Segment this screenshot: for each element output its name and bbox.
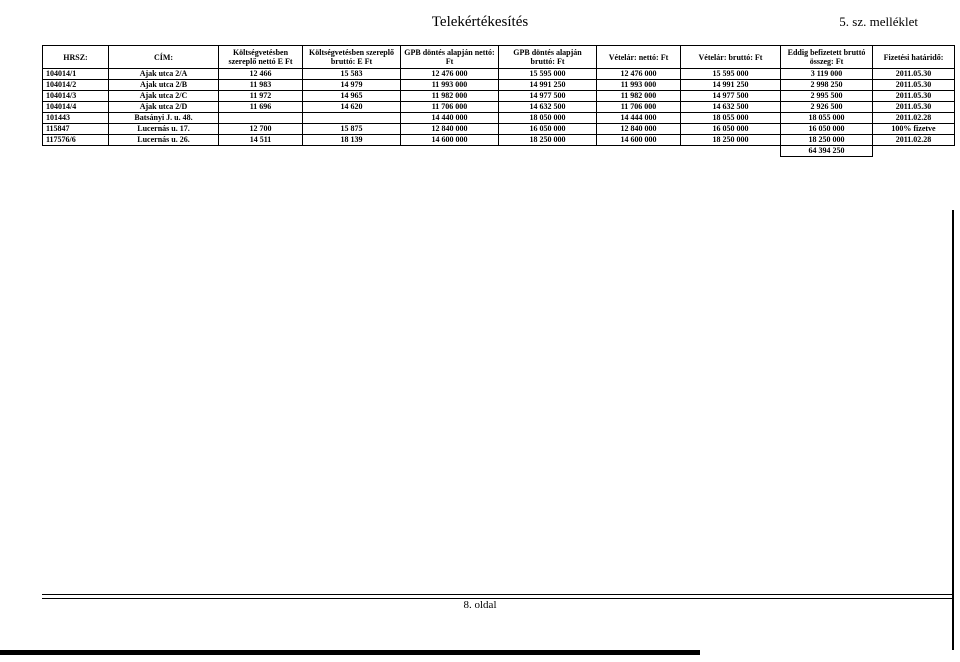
price-net-cell: 14 600 000 <box>597 135 681 146</box>
gpb-gross-cell: 18 250 000 <box>499 135 597 146</box>
hrsz-cell: 117576/6 <box>43 135 109 146</box>
column-header: HRSZ: <box>43 46 109 69</box>
budget-gross-cell: 14 979 <box>303 80 401 91</box>
annex-label: 5. sz. melléklet <box>839 14 918 29</box>
price-net-cell: 14 444 000 <box>597 113 681 124</box>
budget-net-cell: 11 972 <box>219 91 303 102</box>
hrsz-cell: 104014/1 <box>43 69 109 80</box>
price-net-cell: 12 476 000 <box>597 69 681 80</box>
column-header: Költségvetésben szereplő bruttó: E Ft <box>303 46 401 69</box>
table-row <box>43 69 955 80</box>
address-cell: Ajak utca 2/C <box>109 91 219 102</box>
column-header: Vételár: bruttó: Ft <box>681 46 781 69</box>
hrsz-cell: 115847 <box>43 124 109 135</box>
address-cell: Ajak utca 2/D <box>109 102 219 113</box>
column-header: Vételár: nettó: Ft <box>597 46 681 69</box>
gpb-net-cell: 12 840 000 <box>401 124 499 135</box>
paid-cell: 2 998 250 <box>781 80 873 91</box>
header-row <box>43 46 955 69</box>
hrsz-cell: 104014/2 <box>43 80 109 91</box>
column-header: Költségvetésben szereplő nettó E Ft <box>219 46 303 69</box>
hrsz-cell: 104014/4 <box>43 102 109 113</box>
paid-cell: 16 050 000 <box>781 124 873 135</box>
column-header: CÍM: <box>109 46 219 69</box>
address-cell: Batsányi J. u. 48. <box>109 113 219 124</box>
gpb-gross-cell: 15 595 000 <box>499 69 597 80</box>
paid-cell: 18 250 000 <box>781 135 873 146</box>
deadline-cell: 2011.05.30 <box>873 102 955 113</box>
paid-cell: 3 119 000 <box>781 69 873 80</box>
gpb-net-cell: 11 993 000 <box>401 80 499 91</box>
deadline-cell: 2011.05.30 <box>873 69 955 80</box>
address-cell: Lucernás u. 17. <box>109 124 219 135</box>
price-gross-cell: 16 050 000 <box>681 124 781 135</box>
price-gross-cell: 14 632 500 <box>681 102 781 113</box>
price-net-cell: 12 840 000 <box>597 124 681 135</box>
budget-gross-cell <box>303 113 401 124</box>
address-cell: Ajak utca 2/A <box>109 69 219 80</box>
deadline-cell: 100% fizetve <box>873 124 955 135</box>
total-row <box>43 146 955 157</box>
table-row <box>43 135 955 146</box>
budget-net-cell: 12 466 <box>219 69 303 80</box>
budget-gross-cell: 15 583 <box>303 69 401 80</box>
budget-gross-cell: 14 620 <box>303 102 401 113</box>
deadline-cell: 2011.02.28 <box>873 113 955 124</box>
gpb-net-cell: 11 706 000 <box>401 102 499 113</box>
paid-cell: 2 995 500 <box>781 91 873 102</box>
table-row <box>43 102 955 113</box>
budget-net-cell: 11 983 <box>219 80 303 91</box>
column-header: Fizetési határidő: <box>873 46 955 69</box>
gpb-gross-cell: 18 050 000 <box>499 113 597 124</box>
gpb-gross-cell: 16 050 000 <box>499 124 597 135</box>
column-header: GPB döntés alapján nettó: Ft <box>401 46 499 69</box>
page-number: 8. oldal <box>463 599 497 611</box>
price-gross-cell: 15 595 000 <box>681 69 781 80</box>
column-header: Eddig befizetett bruttó összeg: Ft <box>781 46 873 69</box>
gpb-gross-cell: 14 991 250 <box>499 80 597 91</box>
gpb-gross-cell: 14 977 500 <box>499 91 597 102</box>
budget-gross-cell: 18 139 <box>303 135 401 146</box>
address-cell: Ajak utca 2/B <box>109 80 219 91</box>
price-gross-cell: 18 055 000 <box>681 113 781 124</box>
table-row <box>43 124 955 135</box>
table-row <box>43 91 955 102</box>
gpb-net-cell: 14 600 000 <box>401 135 499 146</box>
table-row <box>43 80 955 91</box>
budget-net-cell <box>219 113 303 124</box>
hrsz-cell: 104014/3 <box>43 91 109 102</box>
paid-cell: 2 926 500 <box>781 102 873 113</box>
address-cell: Lucernás u. 26. <box>109 135 219 146</box>
deadline-cell: 2011.02.28 <box>873 135 955 146</box>
budget-net-cell: 14 511 <box>219 135 303 146</box>
price-net-cell: 11 982 000 <box>597 91 681 102</box>
budget-gross-cell: 14 965 <box>303 91 401 102</box>
gpb-net-cell: 11 982 000 <box>401 91 499 102</box>
scan-edge-bar <box>0 650 700 655</box>
scan-edge-line <box>952 210 954 650</box>
deadline-cell: 2011.05.30 <box>873 91 955 102</box>
document-title: Telekértékesítés <box>431 14 529 30</box>
land-sales-table <box>42 45 955 157</box>
deadline-cell: 2011.05.30 <box>873 80 955 91</box>
price-net-cell: 11 993 000 <box>597 80 681 91</box>
gpb-net-cell: 14 440 000 <box>401 113 499 124</box>
price-gross-cell: 18 250 000 <box>681 135 781 146</box>
column-header: GPB döntés alapján bruttó: Ft <box>499 46 597 69</box>
price-gross-cell: 14 977 500 <box>681 91 781 102</box>
footer-divider <box>42 594 954 595</box>
price-gross-cell: 14 991 250 <box>681 80 781 91</box>
gpb-net-cell: 12 476 000 <box>401 69 499 80</box>
total-paid-cell: 64 394 250 <box>781 146 873 157</box>
hrsz-cell: 101443 <box>43 113 109 124</box>
budget-net-cell: 11 696 <box>219 102 303 113</box>
budget-gross-cell: 15 875 <box>303 124 401 135</box>
price-net-cell: 11 706 000 <box>597 102 681 113</box>
gpb-gross-cell: 14 632 500 <box>499 102 597 113</box>
paid-cell: 18 055 000 <box>781 113 873 124</box>
budget-net-cell: 12 700 <box>219 124 303 135</box>
table-row <box>43 113 955 124</box>
